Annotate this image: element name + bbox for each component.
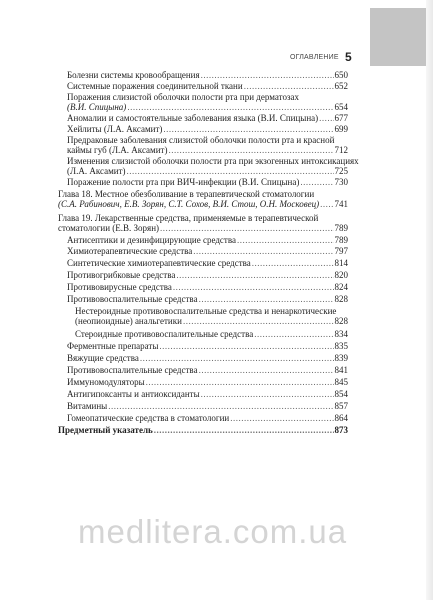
toc-chapter-entry: Глава 18. Местное обезболивание в терапевтической стоматологии (С.А. Рабинович, Е.В. Зорян, С.Т. Сохов, В.И. Стош, О.Н. Московец) ..... 741: [58, 189, 348, 209]
toc-chapter-entry: Глава 19. Лекарственные средства, применяемые в терапевтической стоматологии (Е.В. Зорян) ..... 789: [58, 213, 348, 233]
toc-entry: Болезни системы кровообращения ..... 650: [67, 70, 348, 80]
toc-entry: Поражение полости рта при ВИЧ-инфекции (В.И. Спицына) ..... 730: [67, 177, 348, 187]
toc-index-entry: Предметный указатель ..... 873: [58, 425, 348, 435]
toc-entry: Витамины ..... 857: [67, 401, 348, 411]
page-number: 5: [345, 50, 352, 64]
toc-entry: Изменения слизистой оболочки полости рта при экзогенных интоксикациях (Л.А. Аксамит) ..... 725: [67, 156, 348, 176]
toc-entry: Химиотерапевтические средства ..... 797: [67, 246, 348, 256]
toc-entry: Ферментные препараты ..... 835: [67, 341, 348, 351]
toc-entry: Гомеопатические средства в стоматологии ..... 864: [67, 413, 348, 423]
toc-entry: Хейлиты (Л.А. Аксамит) ..... 699: [67, 124, 348, 134]
toc-entry: Противовирусные средства ..... 824: [67, 282, 348, 292]
toc-entry: Противовоспалительные средства ..... 841: [67, 365, 348, 375]
toc-entry: Антигипоксанты и антиоксиданты ..... 854: [67, 389, 348, 399]
toc-entry: Предраковые заболевания слизистой оболочки полости рта и красной каймы губ (Л.А. Аксамит) ..... 712: [67, 135, 348, 155]
toc-subentry: Стероидные противовоспалительные средства ..... 834: [75, 329, 348, 339]
toc-entry: Противовоспалительные средства ..... 828: [67, 294, 348, 304]
toc-entry: Поражения слизистой оболочки полости рта при дерматозах (В.И. Спицына) ..... 654: [67, 92, 348, 112]
toc-entry: Синтетические химиотерапевтические средства ..... 814: [67, 258, 348, 268]
toc-entry: Противогрибковые средства ..... 820: [67, 270, 348, 280]
toc-entry: Антисептики и дезинфицирующие средства ..... 789: [67, 235, 348, 245]
running-header: ОГЛАВЛЕНИЕ: [290, 54, 339, 61]
toc-subentry: Нестероидные противовоспалительные средства и ненаркотические (неопиоидные) анальгетики ..... 828: [75, 306, 348, 326]
page-corner-tab: [370, 8, 433, 66]
page-edge-shadow: [426, 0, 433, 600]
toc-entry: Иммуномодуляторы ..... 845: [67, 377, 348, 387]
toc-entry: Аномалии и самостоятельные заболевания языка (В.И. Спицына) ..... 677: [67, 113, 348, 123]
toc-entry: Системные поражения соединительной ткани ..... 652: [67, 81, 348, 91]
toc-entry: Вяжущие средства ..... 839: [67, 353, 348, 363]
watermark: medlitera.com.ua: [78, 513, 348, 550]
